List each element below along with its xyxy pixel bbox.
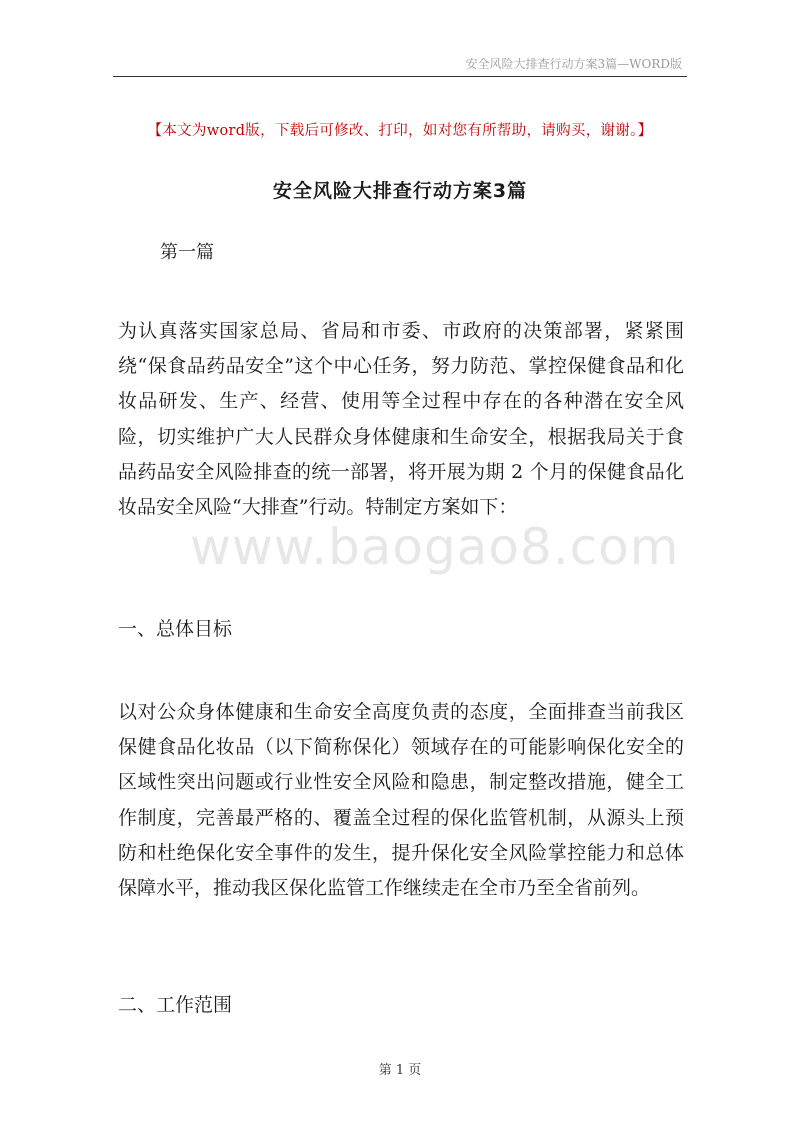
page-number: 第 1 页 bbox=[378, 1063, 422, 1078]
section-heading-goals: 一、总体目标 bbox=[118, 618, 233, 640]
part-label: 第一篇 bbox=[160, 242, 214, 263]
document-title: 安全风险大排查行动方案3篇 bbox=[272, 180, 528, 202]
intro-paragraph: 为认真落实国家总局、省局和市委、市政府的决策部署，紧紧围绕“保食品药品安全”这个中心任务，努力防范、掌控保健食品和化妆品研发、生产、经营、使用等全过程中存在的各种潜在安全风险，切实维护广大人民群众身体健康和生命安全，根据我局关于食品药品安全风险排查的统一部署，将开展为期 2 个月的保健食品化妆品安全风险“大排查”行动。特制定方案如下： bbox=[118, 320, 684, 519]
running-header: 安全风险大排查行动方案3篇—WORD版 bbox=[465, 57, 682, 71]
header-divider bbox=[113, 76, 687, 77]
goals-paragraph: 以对公众身体健康和生命安全高度负责的态度，全面排查当前我区保健食品化妆品（以下简称保化）领域存在的可能影响保化安全的区域性突出问题或行业性安全风险和隐患，制定整改措施，健全工作制度，完善最严格的、覆盖全过程的保化监管机制，从源头上预防和杜绝保化安全事件的发生，提升保化安全风险掌控能力和总体保障水平，推动我区保化监管工作继续走在全市乃至全省前列。 bbox=[118, 701, 684, 900]
section-heading-scope: 二、工作范围 bbox=[118, 994, 233, 1016]
watermark: www.baogao8.com bbox=[190, 518, 680, 576]
purchase-notice: 【本文为word版，下载后可修改、打印，如对您有所帮助，请购买，谢谢。】 bbox=[147, 123, 653, 139]
